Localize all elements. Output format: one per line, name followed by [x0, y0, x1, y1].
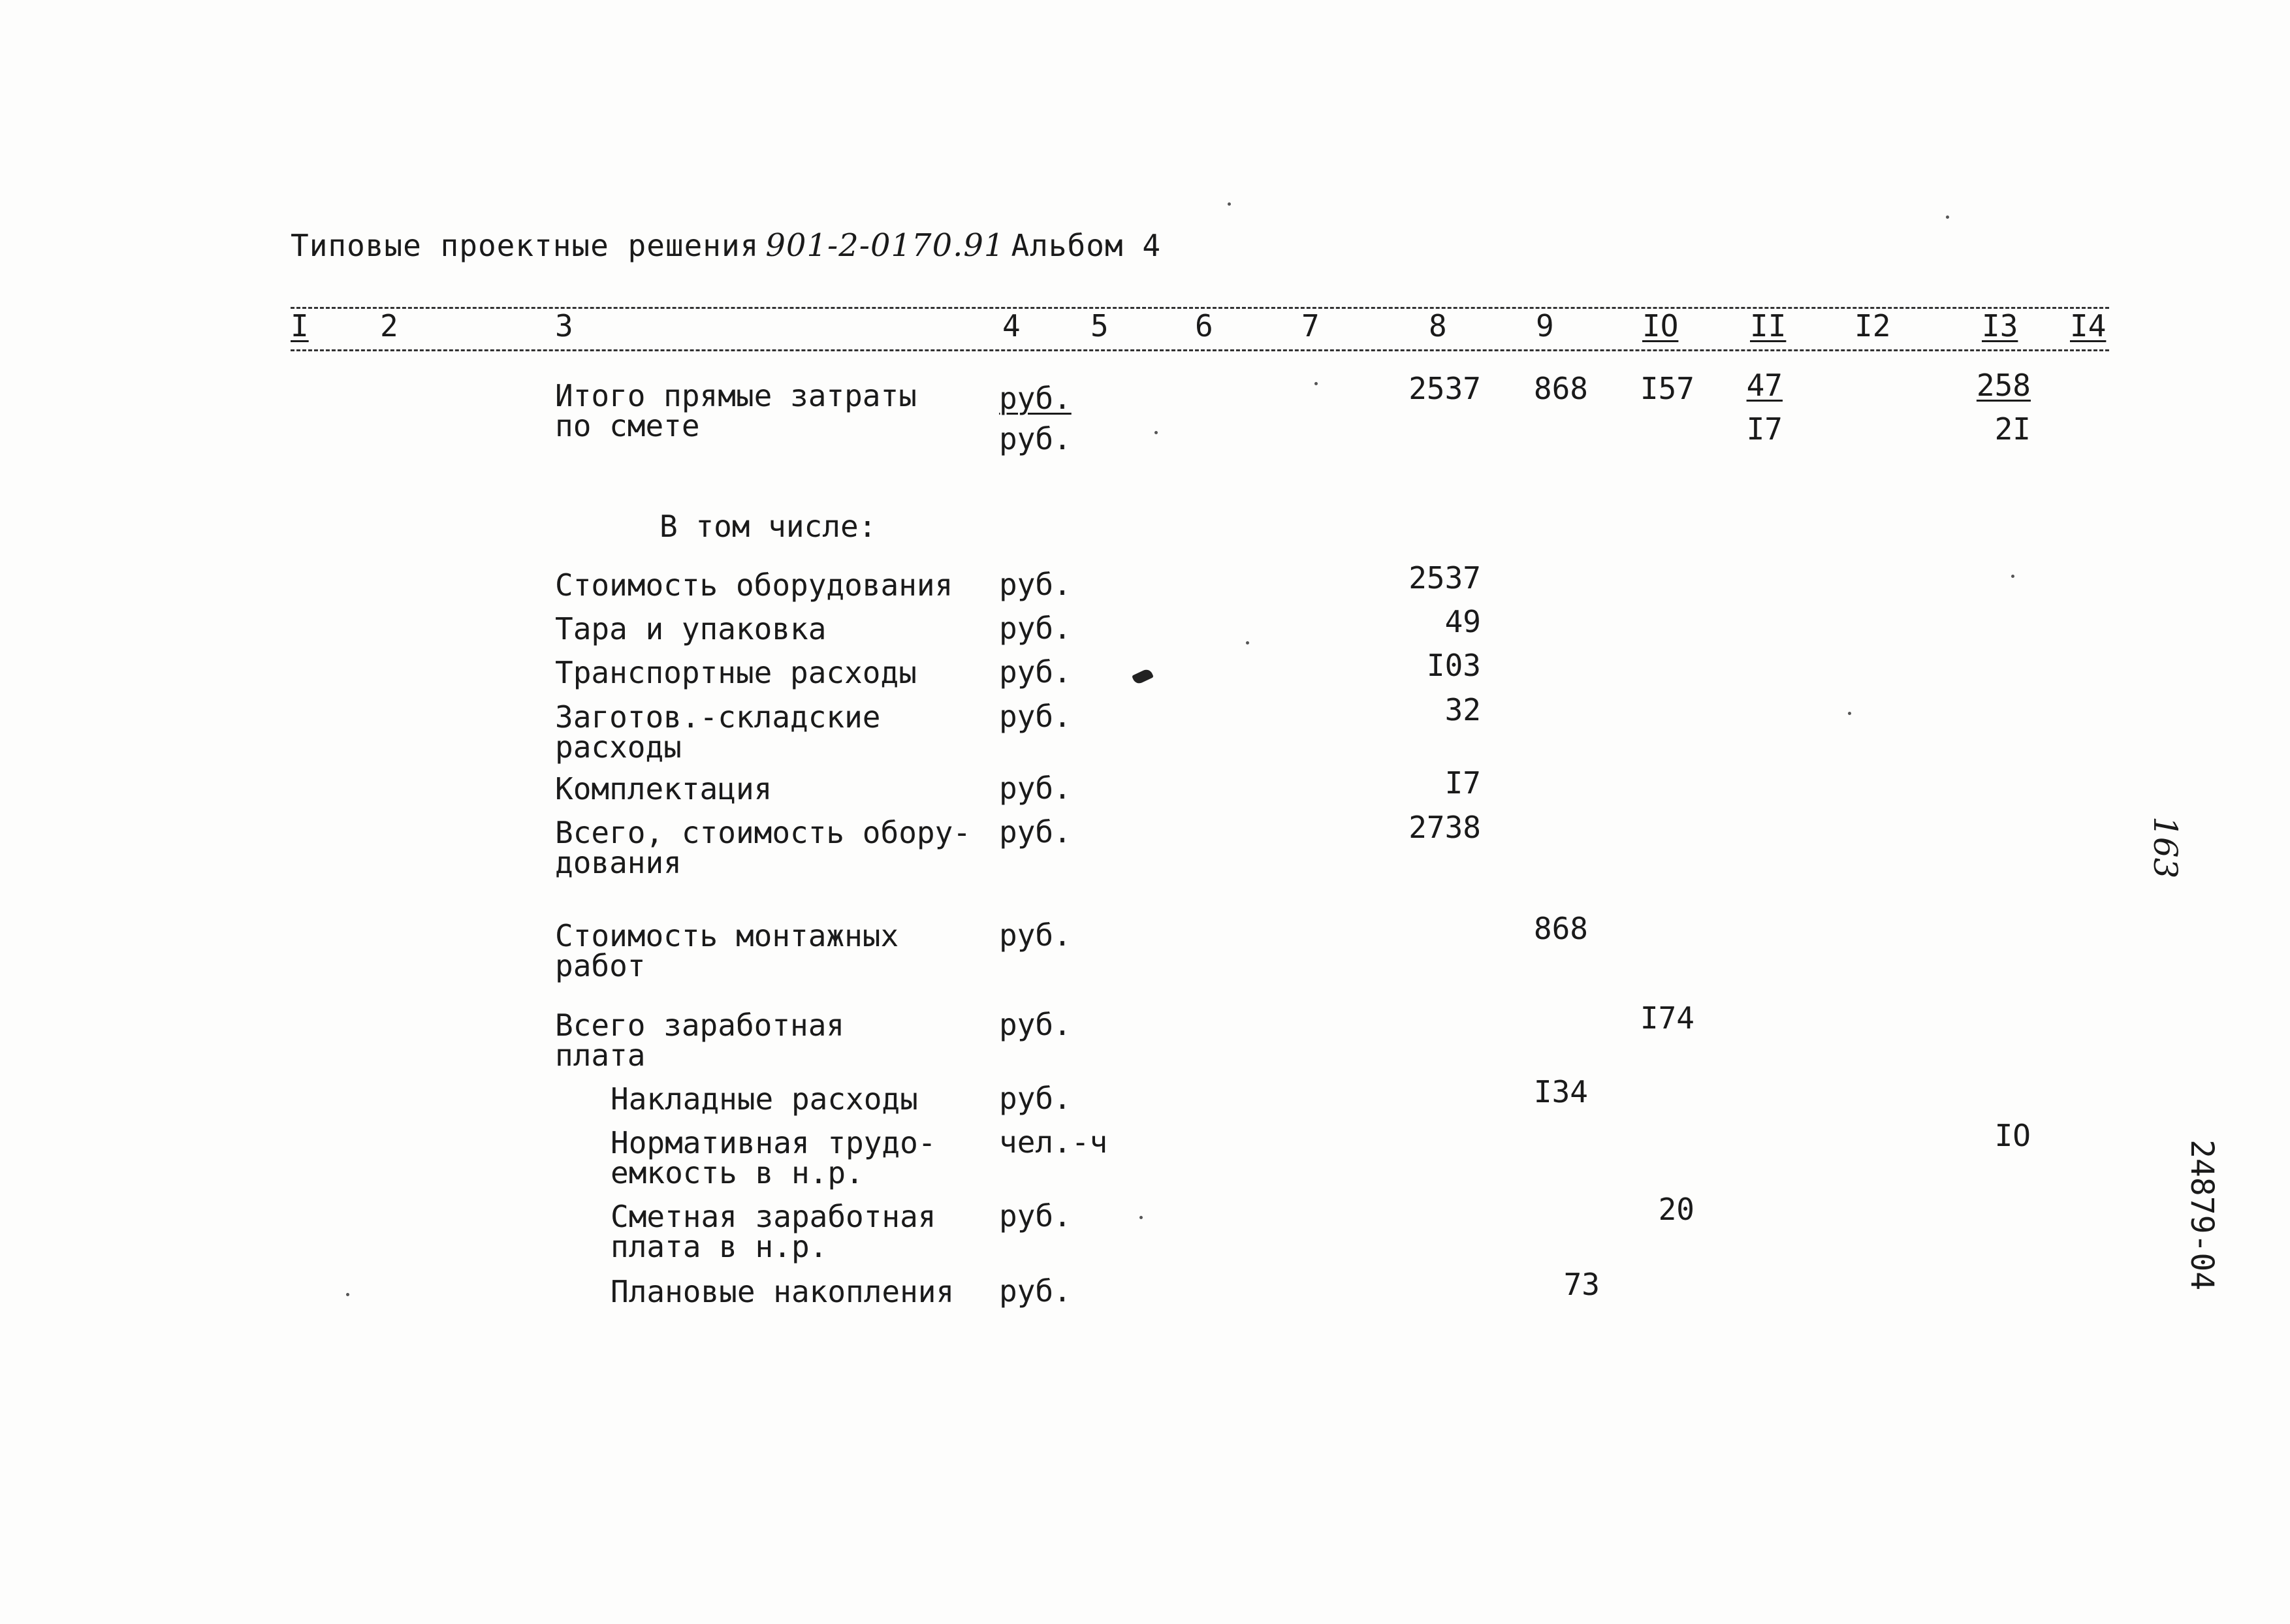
- cell-transport-c8: I03: [1426, 648, 1481, 683]
- row-unit-procurement: руб.: [999, 699, 1072, 734]
- row-unit-transport: руб.: [999, 654, 1072, 690]
- row-label-packaging: Тара и упаковка: [555, 611, 827, 646]
- scan-speck: [1848, 712, 1851, 715]
- col-num-13: I3: [1982, 308, 2018, 343]
- row-label-total-wages: Всего заработная плата: [555, 1008, 845, 1073]
- row-unit-norm-labor: чел.-ч: [999, 1124, 1108, 1160]
- row-label-overhead: Накладные расходы: [611, 1081, 918, 1117]
- scan-speck: [1314, 382, 1318, 385]
- scan-speck: [1228, 202, 1231, 206]
- row-unit-planned-savings: руб.: [999, 1273, 1072, 1309]
- row-label-total-direct: Итого прямые затраты по смете: [555, 378, 917, 443]
- row-label-procurement: Заготов.-складские расходы: [555, 699, 881, 765]
- row-unit-installation-cost: руб.: [999, 917, 1072, 953]
- cell-completion-c8: I7: [1444, 765, 1481, 801]
- row-label-est-wages: Сметная заработная плата в н.р.: [611, 1199, 936, 1264]
- document-header: [291, 227, 1161, 264]
- row-label-installation-cost: Стоимость монтажных работ: [555, 918, 899, 983]
- cell-equipment-cost-c8: 2537: [1408, 560, 1481, 596]
- header-title-suffix: Альбом 4: [1011, 228, 1162, 263]
- scan-speck: [2011, 575, 2014, 578]
- row-unit-total-direct-2: руб.: [999, 421, 1072, 456]
- col-num-6: 6: [1195, 308, 1213, 343]
- cell-total-wages-c10: I74: [1640, 1000, 1694, 1036]
- cell-installation-cost-c9: 868: [1533, 911, 1588, 946]
- cell-procurement-c8: 32: [1444, 692, 1481, 727]
- row-unit-total-equipment: руб.: [999, 814, 1072, 850]
- scan-speck: [346, 1293, 349, 1296]
- row-label-total-equipment: Всего, стоимость обору- дования: [555, 815, 971, 880]
- col-num-14: I4: [2070, 308, 2107, 343]
- ink-mark: [1132, 667, 1154, 685]
- col-num-9: 9: [1536, 308, 1554, 343]
- scan-speck: [1246, 641, 1249, 645]
- scan-speck: [1139, 1216, 1143, 1219]
- col-num-4: 4: [1002, 308, 1021, 343]
- cell-est-wages-c10: 20: [1658, 1192, 1694, 1227]
- cell-total-direct-c8: 2537: [1408, 371, 1481, 406]
- row-label-transport: Транспортные расходы: [555, 655, 917, 690]
- row-unit-est-wages: руб.: [999, 1198, 1072, 1234]
- row-label-equipment-cost: Стоимость оборудования: [555, 567, 953, 603]
- header-handwritten-number: 901-2-0170.91: [765, 227, 1005, 264]
- col-num-10: IO: [1642, 308, 1679, 343]
- col-num-3: 3: [555, 308, 573, 343]
- row-unit-total-direct-1: руб.: [999, 381, 1072, 416]
- row-label-including: В том числе:: [660, 509, 877, 544]
- row-unit-equipment-cost: руб.: [999, 567, 1072, 602]
- cell-total-direct-c13-bottom: 2I: [1994, 411, 2031, 447]
- col-num-8: 8: [1429, 308, 1447, 343]
- row-label-completion: Комплектация: [555, 771, 772, 806]
- cell-total-direct-c11-top: 47: [1746, 368, 1783, 403]
- row-unit-completion: руб.: [999, 771, 1072, 806]
- col-num-5: 5: [1090, 308, 1109, 343]
- col-num-1: I: [291, 308, 309, 343]
- col-num-11: II: [1750, 308, 1787, 343]
- side-doc-number: 24879-04: [2184, 1139, 2220, 1291]
- cell-overhead-c9: I34: [1533, 1074, 1588, 1109]
- cell-total-direct-c9: 868: [1533, 371, 1588, 406]
- cell-norm-labor-c13: IO: [1994, 1118, 2031, 1153]
- cell-packaging-c8: 49: [1444, 604, 1481, 639]
- cell-planned-savings-c9: 73: [1563, 1267, 1600, 1302]
- scan-speck: [1946, 215, 1949, 219]
- cell-total-direct-c13-top: 258: [1976, 368, 2031, 403]
- col-num-7: 7: [1301, 308, 1320, 343]
- header-rule-bottom: [291, 349, 2109, 351]
- row-unit-total-wages: руб.: [999, 1007, 1072, 1042]
- header-title-prefix: Типовые проектные решения: [291, 228, 759, 263]
- side-page-number: 163: [2146, 816, 2184, 879]
- col-num-12: I2: [1854, 308, 1891, 343]
- row-unit-packaging: руб.: [999, 611, 1072, 646]
- row-label-planned-savings: Плановые накопления: [611, 1274, 955, 1309]
- row-unit-overhead: руб.: [999, 1081, 1072, 1116]
- cell-total-direct-c10: I57: [1640, 371, 1694, 406]
- col-num-2: 2: [380, 308, 398, 343]
- cell-total-direct-c11-bottom: I7: [1746, 411, 1783, 447]
- scan-speck: [1154, 431, 1158, 434]
- cell-total-equipment-c8: 2738: [1408, 810, 1481, 845]
- row-label-norm-labor: Нормативная трудо- емкость в н.р.: [611, 1125, 936, 1190]
